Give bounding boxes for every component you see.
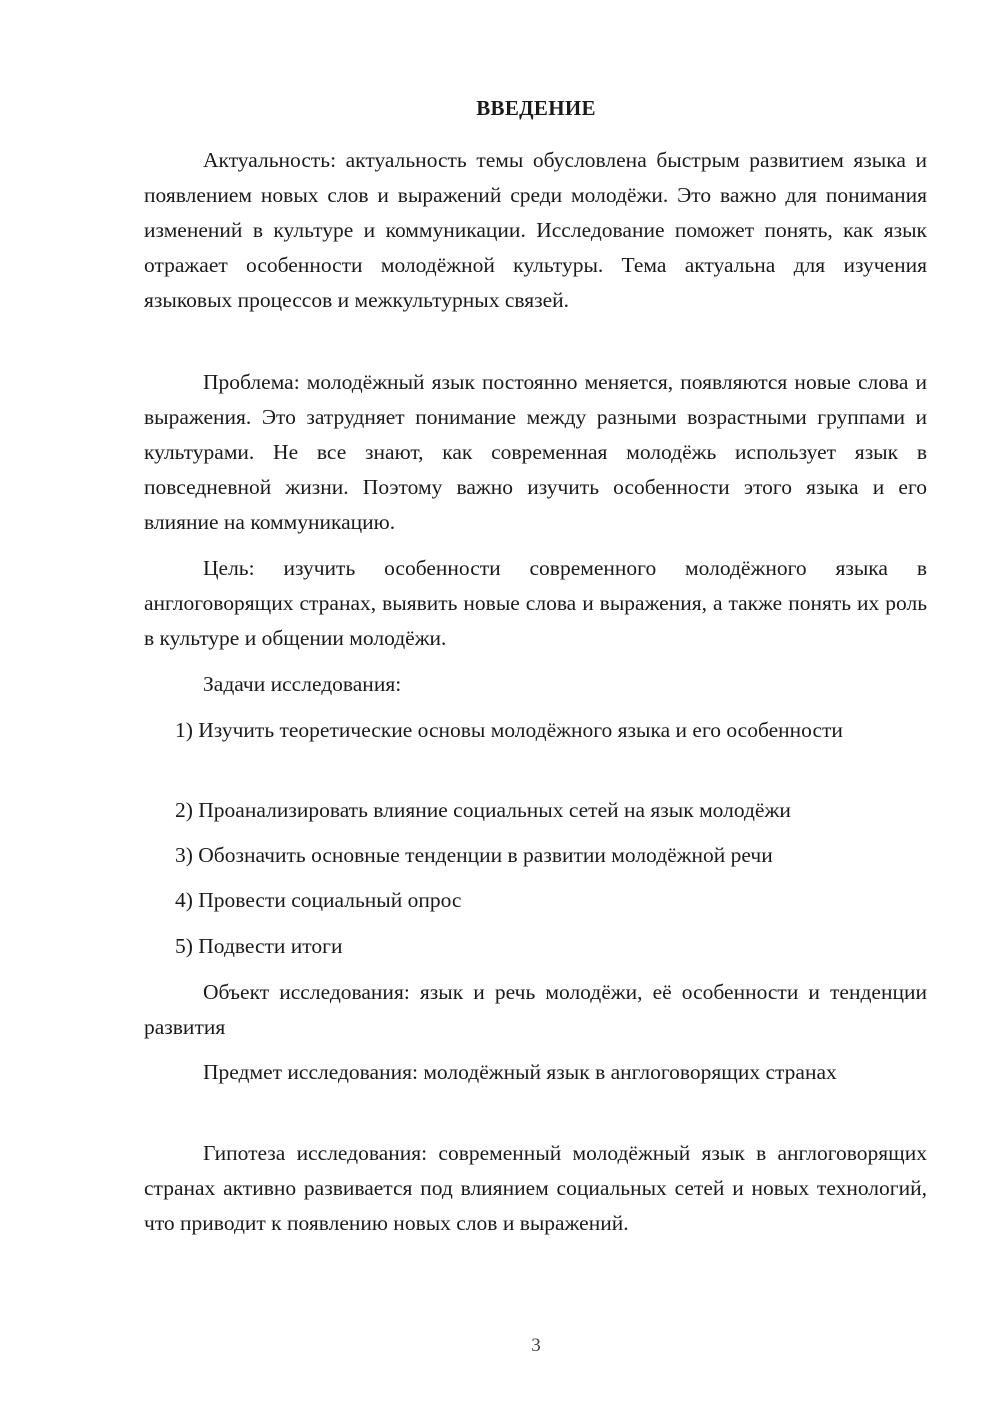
paragraph-relevance: Актуальность: актуальность темы обусловлена быстрым развитием языка и появлением новых слов и выражений среди молодёжи. Это важно для понимания изменений в культуре и коммуникации. Исследование поможет понять, как язык отражает особенности молодёжной культуры. Тема актуальна для изучения языковых процессов и межкультурных связей. — [144, 148, 927, 312]
paragraph-problem: Проблема: молодёжный язык постоянно меняется, появляются новые слова и выражения. Это затрудняет понимание между разными возрастными группами и культурами. Не все знают, как современная молодёжь использует язык в повседневной жизни. Поэтому важно изучить особенности этого языка и его влияние на коммуникацию. — [144, 370, 927, 534]
paragraph-subject: Предмет исследования: молодёжный язык в англоговорящих странах — [203, 1060, 837, 1084]
page-number: 3 — [531, 1335, 541, 1356]
tasks-title: Задачи исследования: — [203, 672, 402, 696]
page-title: ВВЕДЕНИЕ — [476, 96, 596, 120]
task-item-3: 3) Обозначить основные тенденции в развитии молодёжной речи — [175, 843, 773, 867]
paragraph-hypothesis: Гипотеза исследования: современный молодёжный язык в англоговорящих странах активно развивается под влиянием социальных сетей и новых технологий, что приводит к появлению новых слов и выражений. — [144, 1141, 927, 1235]
paragraph-goal: Цель: изучить особенности современного молодёжного языка в англоговорящих странах, выявить новые слова и выражения, а также понять их роль в культуре и общении молодёжи. — [144, 556, 927, 650]
task-item-5: 5) Подвести итоги — [175, 934, 343, 958]
paragraph-object: Объект исследования: язык и речь молодёжи, её особенности и тенденции развития — [144, 980, 927, 1039]
task-item-4: 4) Провести социальный опрос — [175, 888, 462, 912]
task-item-2: 2) Проанализировать влияние социальных сетей на язык молодёжи — [175, 798, 791, 822]
task-item-1: 1) Изучить теоретические основы молодёжного языка и его особенности — [175, 718, 843, 742]
